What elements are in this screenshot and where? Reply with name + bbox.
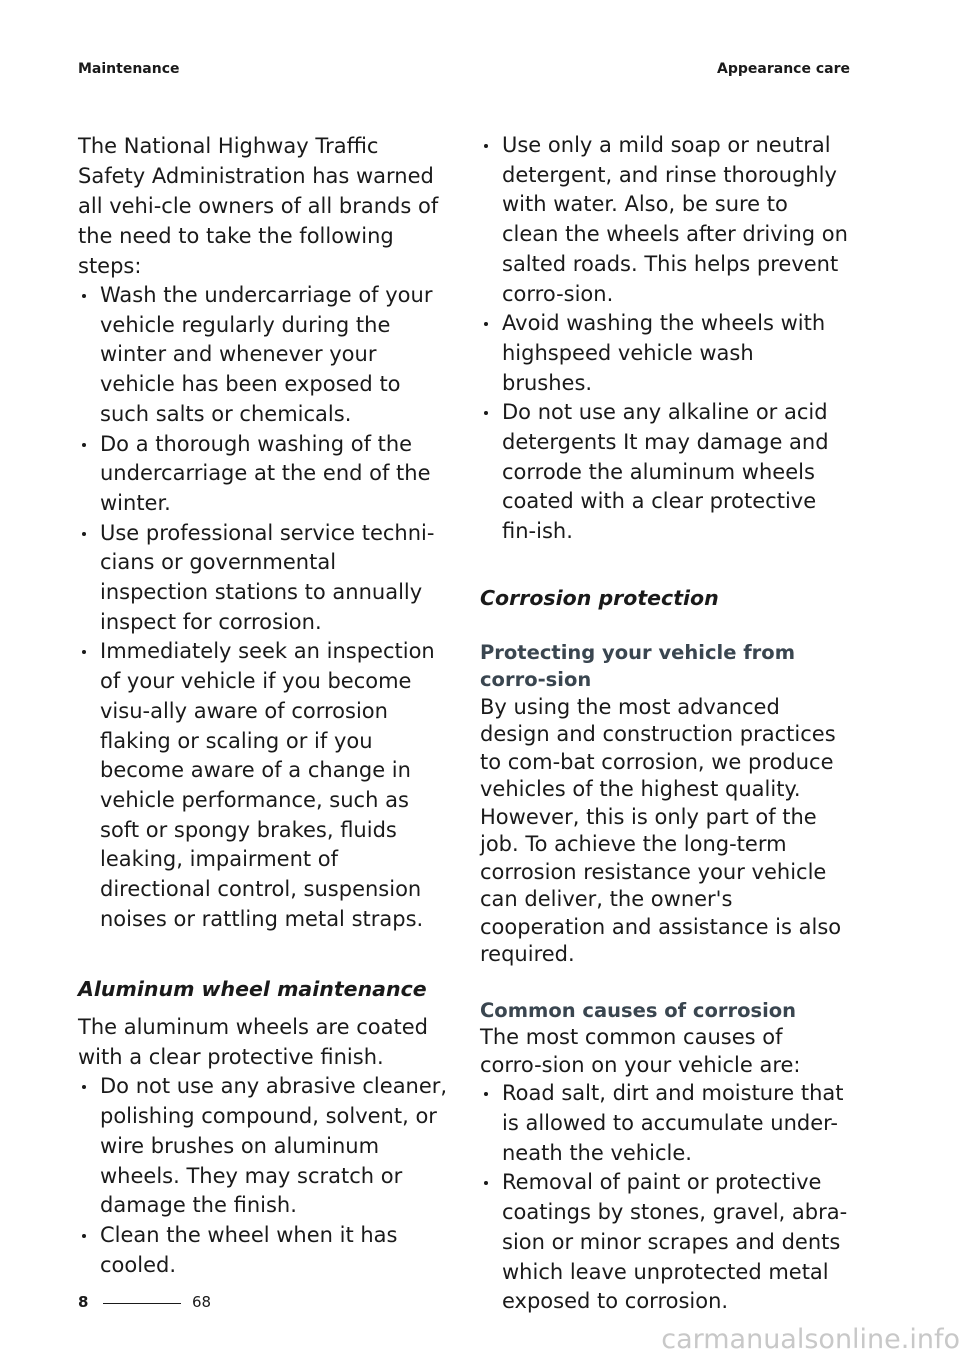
running-header-topic: Appearance care bbox=[717, 61, 850, 77]
list-item: Do not use any abrasive cleaner, polishing compound, solvent, or wire brushes on aluminum wheels. They may scratch or damage the finish. bbox=[78, 1072, 448, 1221]
right-column bbox=[480, 131, 850, 1317]
footer-divider bbox=[103, 1303, 181, 1304]
nhtsa-steps-list bbox=[78, 281, 448, 934]
aluminum-wheel-heading: Aluminum wheel maintenance bbox=[78, 977, 427, 1002]
running-header-section: Maintenance bbox=[78, 61, 180, 77]
wheel-care-list-continued bbox=[480, 131, 850, 547]
left-column bbox=[78, 131, 448, 1280]
corrosion-protection-heading: Corrosion protection bbox=[480, 585, 719, 610]
list-item: Clean the wheel when it has cooled. bbox=[78, 1221, 448, 1280]
nhtsa-intro: The National Highway Traffic Safety Administration has warned all vehi-cle owners of all brands of the need to take the following steps: bbox=[78, 134, 439, 278]
list-item: Use professional service techni-cians or governmental inspection stations to annually inspect for corrosion. bbox=[78, 519, 448, 638]
list-item: Use only a mild soap or neutral detergent, and rinse thoroughly with water. Also, be sure to clean the wheels after driving on salted roads. This helps prevent corro-sion. bbox=[480, 131, 850, 309]
list-item: Removal of paint or protective coatings by stones, gravel, abra-sion or minor scrapes and dents which leave unprotected metal exposed to corrosion. bbox=[480, 1168, 850, 1317]
list-item: Avoid washing the wheels with highspeed vehicle wash brushes. bbox=[480, 309, 850, 398]
corrosion-causes-list bbox=[480, 1079, 850, 1317]
list-item: Do a thorough washing of the undercarriage at the end of the winter. bbox=[78, 430, 448, 519]
aluminum-wheel-intro: The aluminum wheels are coated with a clear protective finish. bbox=[78, 1015, 428, 1070]
page-number: 68 bbox=[192, 1293, 212, 1311]
list-item: Road salt, dirt and moisture that is allowed to accumulate under-neath the vehicle. bbox=[480, 1079, 850, 1168]
list-item: Do not use any alkaline or acid detergents It may damage and corrode the aluminum wheels coated with a clear protective fin-ish. bbox=[480, 398, 850, 547]
common-causes-intro: The most common causes of corro-sion on your vehicle are: bbox=[480, 1025, 801, 1077]
list-item: Wash the undercarriage of your vehicle regularly during the winter and whenever your vehicle has been exposed to such salts or chemicals. bbox=[78, 281, 448, 430]
watermark: carmanualsonline.info bbox=[661, 1324, 960, 1355]
wheel-care-list bbox=[78, 1072, 448, 1280]
common-causes-subheading: Common causes of corrosion bbox=[480, 998, 797, 1022]
chapter-number: 8 bbox=[78, 1293, 89, 1311]
protecting-vehicle-text: By using the most advanced design and construction practices to com-bat corrosion, we produce vehicles of the highest quality. However, this is only part of the job. To achieve the long-term corrosion resistance your vehicle can deliver, the owner's cooperation and assistance is also required. bbox=[480, 694, 842, 967]
protecting-vehicle-subheading: Protecting your vehicle from corro-sion bbox=[480, 640, 796, 692]
list-item: Immediately seek an inspection of your vehicle if you become visu-ally aware of corrosion flaking or scaling or if you become aware of a change in vehicle performance, such as soft or spongy brakes, fluids leaking, impairment of directional control, suspension noises or rattling metal straps. bbox=[78, 637, 448, 934]
